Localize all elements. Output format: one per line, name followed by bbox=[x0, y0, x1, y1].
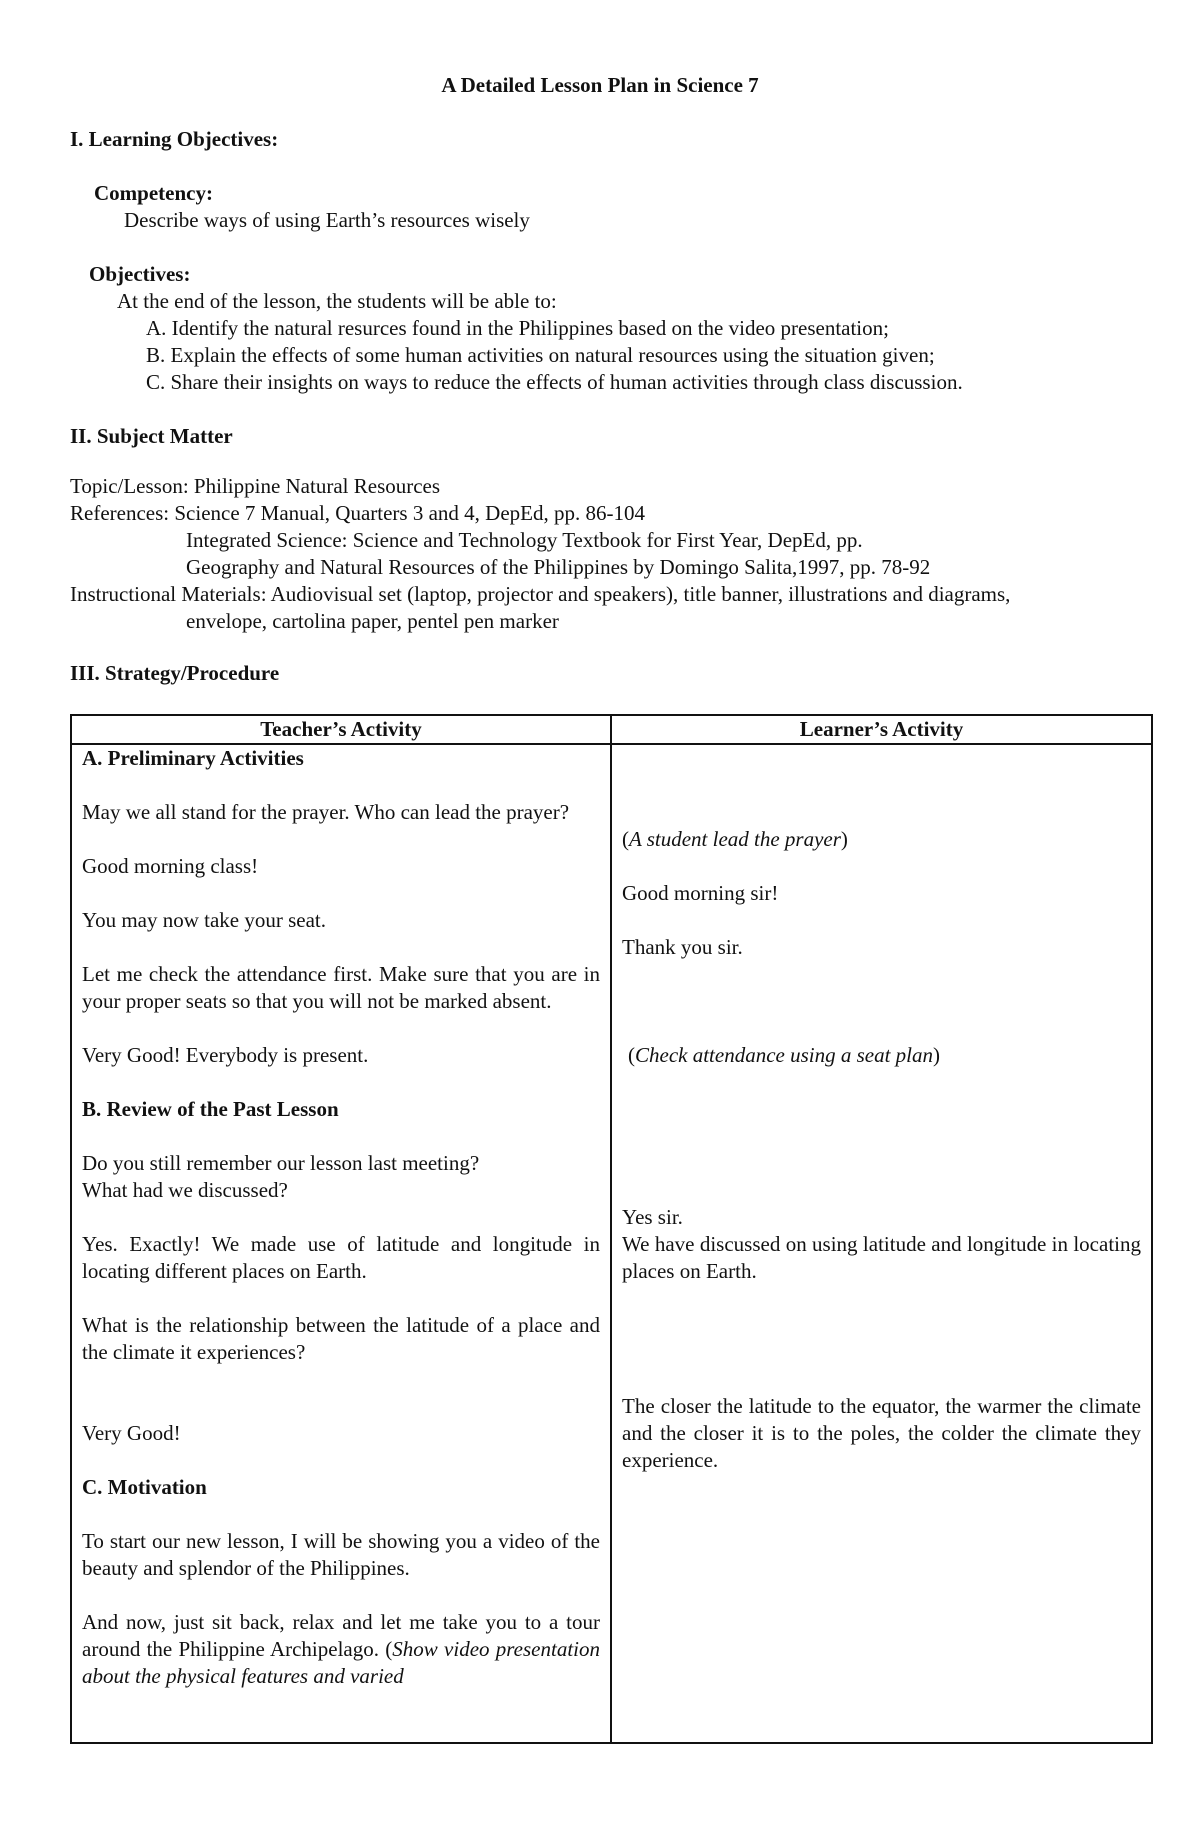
teacher-column-header: Teacher’s Activity bbox=[71, 715, 611, 744]
teacher-activity-cell bbox=[71, 744, 611, 1743]
objectives-intro: At the end of the lesson, the students will be able to: bbox=[117, 289, 557, 313]
references-line-3: Geography and Natural Resources of the Philippines by Domingo Salita,1997, pp. 78-92 bbox=[186, 555, 931, 579]
teacher-exactly: Yes. Exactly! We made use of latitude and longitude in locating different places on Earth. bbox=[82, 1232, 600, 1283]
objective-b: B. Explain the effects of some human activities on natural resources using the situation given; bbox=[146, 343, 935, 367]
teacher-tour-italic: Show video presentation about the physical features and varied bbox=[82, 1637, 600, 1688]
materials-line-1: Instructional Materials: Audiovisual set (laptop, projector and speakers), title banner, illustrations and diagrams, bbox=[70, 582, 1011, 606]
review-past-lesson-heading: B. Review of the Past Lesson bbox=[82, 1097, 339, 1121]
learner-discussed-answer: We have discussed on using latitude and longitude in locating places on Earth. bbox=[622, 1232, 1141, 1283]
teacher-take-seat: You may now take your seat. bbox=[82, 908, 327, 932]
teacher-tour-text: And now, just sit back, relax and let me take you to a tour around the Philippine Archipelago. ( bbox=[82, 1610, 600, 1661]
document-title: A Detailed Lesson Plan in Science 7 bbox=[441, 73, 759, 97]
materials-line-2: envelope, cartolina paper, pentel pen marker bbox=[186, 609, 559, 633]
teacher-tour bbox=[82, 1609, 600, 1690]
subject-matter-heading: II. Subject Matter bbox=[70, 424, 233, 448]
competency-text: Describe ways of using Earth’s resources wisely bbox=[124, 208, 530, 232]
learner-closer-answer: The closer the latitude to the equator, the warmer the climate and the closer it is to the poles, the colder the climate they experience. bbox=[622, 1394, 1141, 1472]
teacher-remember-question: Do you still remember our lesson last meeting? bbox=[82, 1151, 480, 1175]
teacher-discussed-question: What had we discussed? bbox=[82, 1178, 288, 1202]
learner-greeting: Good morning sir! bbox=[622, 881, 779, 905]
learner-attendance: (Check attendance using a seat plan) bbox=[628, 1043, 941, 1067]
objective-c: C. Share their insights on ways to reduce the effects of human activities through class discussion. bbox=[146, 370, 963, 394]
teacher-everybody-present: Very Good! Everybody is present. bbox=[82, 1043, 369, 1067]
table-header-row bbox=[71, 715, 1152, 744]
topic-line: Topic/Lesson: Philippine Natural Resources bbox=[70, 474, 441, 498]
learner-activity-cell bbox=[611, 744, 1152, 1743]
teacher-start-lesson: To start our new lesson, I will be showing you a video of the beauty and splendor of the Philippines. bbox=[82, 1529, 600, 1580]
teacher-prayer: May we all stand for the prayer. Who can lead the prayer? bbox=[82, 800, 570, 824]
objectives-heading: Objectives: bbox=[89, 262, 191, 286]
learner-prayer: (A student lead the prayer) bbox=[622, 827, 848, 851]
teacher-very-good: Very Good! bbox=[82, 1421, 181, 1445]
teacher-attendance: Let me check the attendance first. Make sure that you are in your proper seats so that you will not be marked absent. bbox=[82, 962, 600, 1013]
competency-heading: Competency: bbox=[94, 181, 213, 205]
table-body-row bbox=[71, 744, 1152, 1743]
procedure-table bbox=[70, 714, 1153, 1744]
learner-prayer-italic: A student lead the prayer bbox=[629, 827, 841, 851]
learner-column-header: Learner’s Activity bbox=[611, 715, 1152, 744]
learner-attendance-italic: Check attendance using a seat plan bbox=[635, 1043, 934, 1067]
references-line-1: References: Science 7 Manual, Quarters 3 and 4, DepEd, pp. 86-104 bbox=[70, 501, 645, 525]
objective-a: A. Identify the natural resurces found in the Philippines based on the video presentation; bbox=[146, 316, 889, 340]
references-line-2: Integrated Science: Science and Technology Textbook for First Year, DepEd, pp. bbox=[186, 528, 863, 552]
motivation-heading: C. Motivation bbox=[82, 1475, 207, 1499]
strategy-procedure-heading: III. Strategy/Procedure bbox=[70, 661, 280, 685]
learning-objectives-heading: I. Learning Objectives: bbox=[70, 127, 279, 151]
learner-thanks: Thank you sir. bbox=[622, 935, 743, 959]
learner-yes-sir: Yes sir. bbox=[622, 1205, 683, 1229]
teacher-relationship-question: What is the relationship between the latitude of a place and the climate it experiences? bbox=[82, 1313, 600, 1364]
preliminary-activities-heading: A. Preliminary Activities bbox=[82, 746, 304, 770]
teacher-greeting: Good morning class! bbox=[82, 854, 259, 878]
